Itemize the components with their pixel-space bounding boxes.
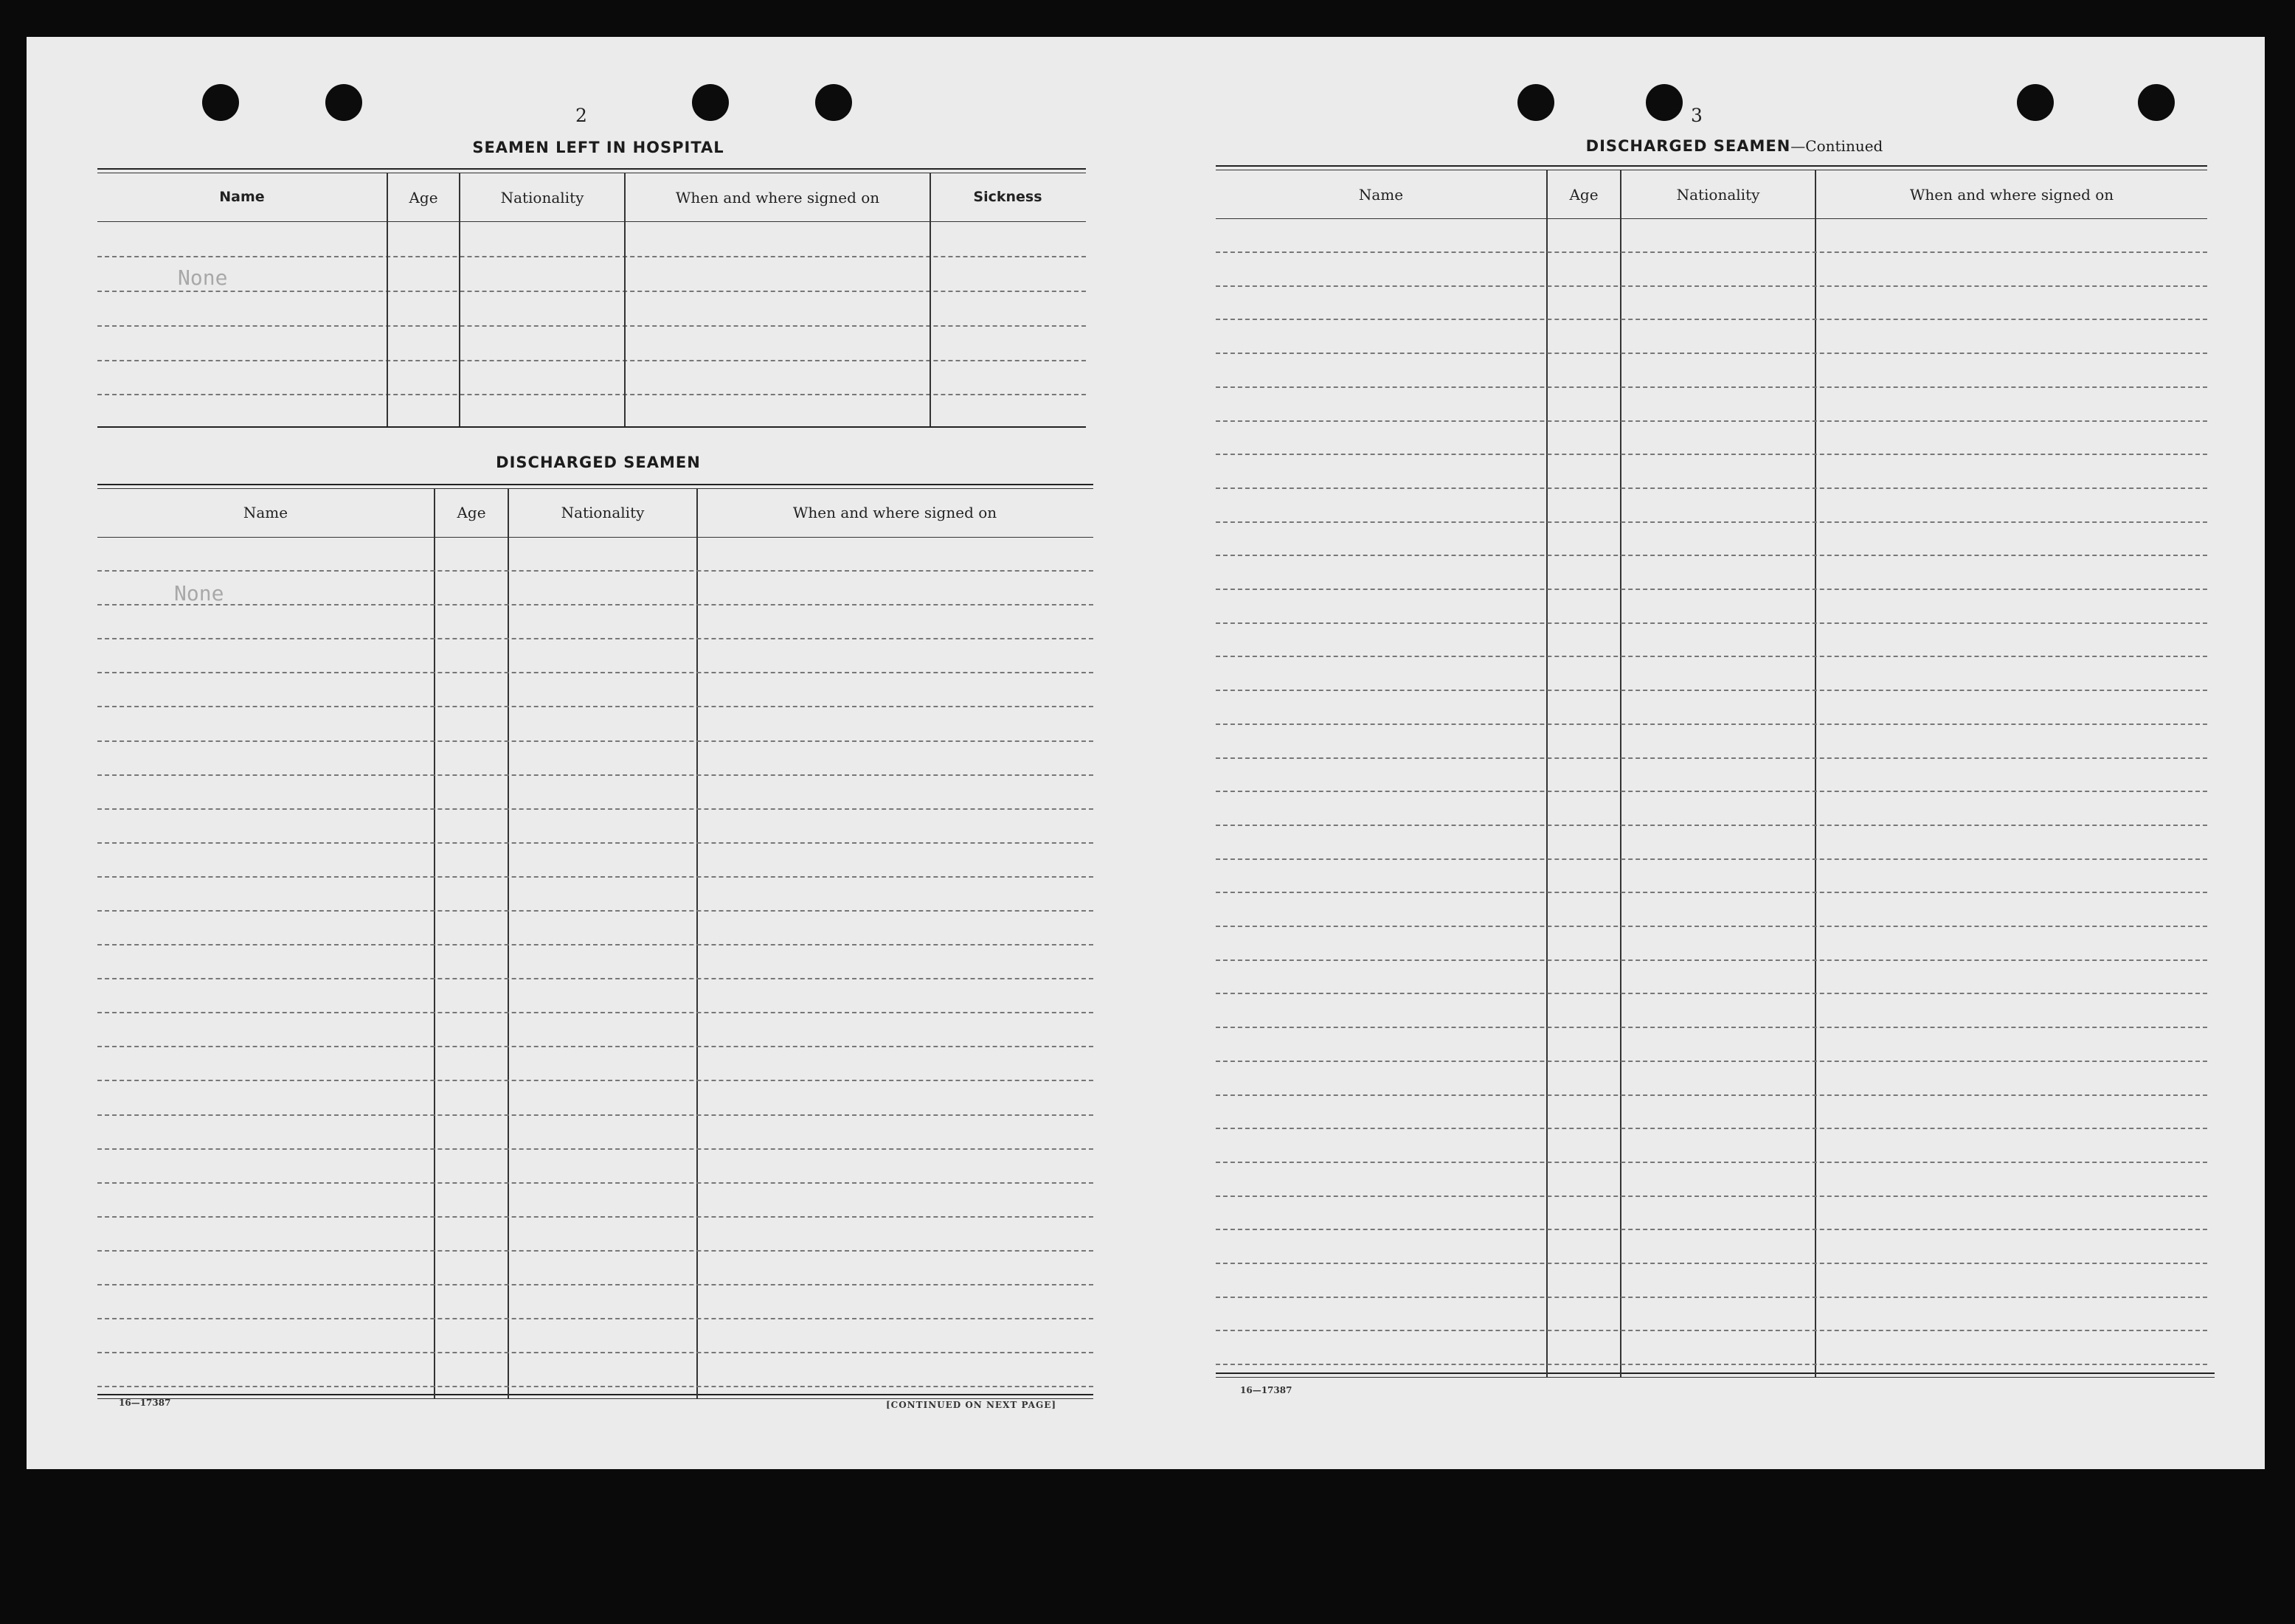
- row-rule: [1216, 454, 2207, 455]
- continued-col-signed-on: When and where signed on: [1909, 186, 2114, 204]
- row-rule: [97, 1352, 1093, 1353]
- row-rule: [97, 978, 1093, 979]
- punch-hole: [1517, 84, 1554, 121]
- column-divider: [930, 173, 931, 426]
- continued-note: [CONTINUED ON NEXT PAGE]: [886, 1400, 1057, 1410]
- row-rule: [1216, 757, 2207, 759]
- row-rule: [1216, 1027, 2207, 1028]
- row-rule: [97, 360, 1086, 361]
- discharged-title-text: DISCHARGED SEAMEN: [1585, 137, 1791, 155]
- table-top-rule: [97, 488, 1093, 489]
- row-rule: [97, 256, 1086, 257]
- row-rule: [97, 1284, 1093, 1285]
- row-rule: [97, 570, 1093, 572]
- row-rule: [1216, 521, 2207, 523]
- table-top-rule: [1216, 165, 2207, 167]
- continued-col-age: Age: [1569, 186, 1599, 204]
- row-rule: [1216, 1297, 2207, 1298]
- row-rule: [1216, 1196, 2207, 1197]
- row-rule: [1216, 622, 2207, 624]
- row-rule: [1216, 319, 2207, 320]
- row-rule: [1216, 690, 2207, 691]
- header-underline: [1216, 218, 2207, 219]
- row-rule: [97, 1012, 1093, 1013]
- page-number-left: 2: [575, 105, 587, 126]
- hospital-col-sickness: Sickness: [973, 189, 1042, 205]
- row-rule: [1216, 825, 2207, 826]
- row-rule: [1216, 487, 2207, 489]
- discharged-col-nationality: Nationality: [561, 504, 645, 521]
- row-rule: [1216, 1263, 2207, 1264]
- row-rule: [1216, 555, 2207, 556]
- hospital-col-name: Name: [219, 189, 265, 205]
- row-rule: [97, 1318, 1093, 1319]
- row-rule: [1216, 386, 2207, 388]
- hospital-section-title: SEAMEN LEFT IN HOSPITAL: [472, 139, 724, 156]
- hospital-col-age: Age: [409, 189, 438, 207]
- discharged-entry: None: [174, 581, 224, 605]
- row-rule: [1216, 285, 2207, 287]
- punch-hole: [202, 84, 239, 121]
- row-rule: [97, 1386, 1093, 1387]
- row-rule: [1216, 656, 2207, 657]
- column-divider: [459, 173, 460, 426]
- row-rule: [1216, 1330, 2207, 1331]
- page-number-right: 3: [1691, 105, 1703, 126]
- row-rule: [1216, 791, 2207, 792]
- row-rule: [1216, 858, 2207, 860]
- row-rule: [97, 1148, 1093, 1150]
- table-bottom-rule: [1216, 1377, 2215, 1378]
- row-rule: [97, 394, 1086, 395]
- table-bottom-rule: [97, 426, 1086, 428]
- row-rule: [97, 1250, 1093, 1252]
- row-rule: [1216, 1162, 2207, 1163]
- column-divider: [434, 488, 435, 1398]
- punch-hole: [1646, 84, 1683, 121]
- punch-hole: [692, 84, 729, 121]
- header-underline: [97, 537, 1093, 538]
- continued-col-nationality: Nationality: [1676, 186, 1760, 204]
- table-top-rule: [97, 168, 1086, 170]
- row-rule: [1216, 420, 2207, 422]
- row-rule: [97, 706, 1093, 707]
- continued-col-name: Name: [1358, 186, 1404, 204]
- row-rule: [1216, 993, 2207, 994]
- table-bottom-rule: [1216, 1373, 2215, 1374]
- discharged-section-title: DISCHARGED SEAMEN: [496, 454, 701, 471]
- row-rule: [97, 325, 1086, 327]
- row-rule: [97, 1114, 1093, 1116]
- row-rule: [97, 1182, 1093, 1184]
- row-rule: [97, 944, 1093, 945]
- header-underline: [97, 221, 1086, 222]
- column-divider: [387, 173, 388, 426]
- row-rule: [97, 774, 1093, 776]
- hospital-col-signed-on: When and where signed on: [675, 189, 880, 207]
- table-bottom-rule: [97, 1394, 1093, 1395]
- row-rule: [97, 604, 1093, 605]
- form-number-left: 16—17387: [119, 1398, 171, 1408]
- row-rule: [97, 1216, 1093, 1218]
- column-divider: [508, 488, 509, 1398]
- discharged-col-name: Name: [243, 504, 288, 521]
- row-rule: [97, 638, 1093, 639]
- row-rule: [1216, 926, 2207, 927]
- row-rule: [1216, 1128, 2207, 1129]
- row-rule: [1216, 251, 2207, 253]
- row-rule: [1216, 1364, 2207, 1365]
- row-rule: [97, 808, 1093, 810]
- hospital-col-nationality: Nationality: [500, 189, 584, 207]
- discharged-title-suffix: —Continued: [1790, 137, 1883, 155]
- row-rule: [97, 740, 1093, 742]
- row-rule: [1216, 589, 2207, 590]
- row-rule: [1216, 960, 2207, 961]
- column-divider: [696, 488, 698, 1398]
- column-divider: [624, 173, 626, 426]
- table-bottom-rule: [97, 1398, 1093, 1399]
- row-rule: [97, 876, 1093, 878]
- punch-hole: [2017, 84, 2054, 121]
- document-sheet: [27, 37, 2265, 1469]
- discharged-col-age: Age: [457, 504, 486, 521]
- hospital-entry: None: [178, 266, 228, 290]
- row-rule: [1216, 1061, 2207, 1062]
- punch-hole: [325, 84, 362, 121]
- row-rule: [1216, 353, 2207, 354]
- row-rule: [97, 291, 1086, 292]
- discharged-continued-title: [1225, 137, 2243, 155]
- row-rule: [1216, 723, 2207, 725]
- row-rule: [97, 672, 1093, 673]
- punch-hole: [815, 84, 852, 121]
- row-rule: [1216, 1229, 2207, 1230]
- row-rule: [1216, 1094, 2207, 1096]
- row-rule: [97, 842, 1093, 844]
- form-number-right: 16—17387: [1240, 1385, 1292, 1395]
- row-rule: [97, 1080, 1093, 1081]
- discharged-col-signed-on: When and where signed on: [792, 504, 997, 521]
- row-rule: [1216, 892, 2207, 893]
- table-top-rule: [97, 484, 1093, 485]
- punch-hole: [2138, 84, 2175, 121]
- row-rule: [97, 1046, 1093, 1047]
- row-rule: [97, 910, 1093, 912]
